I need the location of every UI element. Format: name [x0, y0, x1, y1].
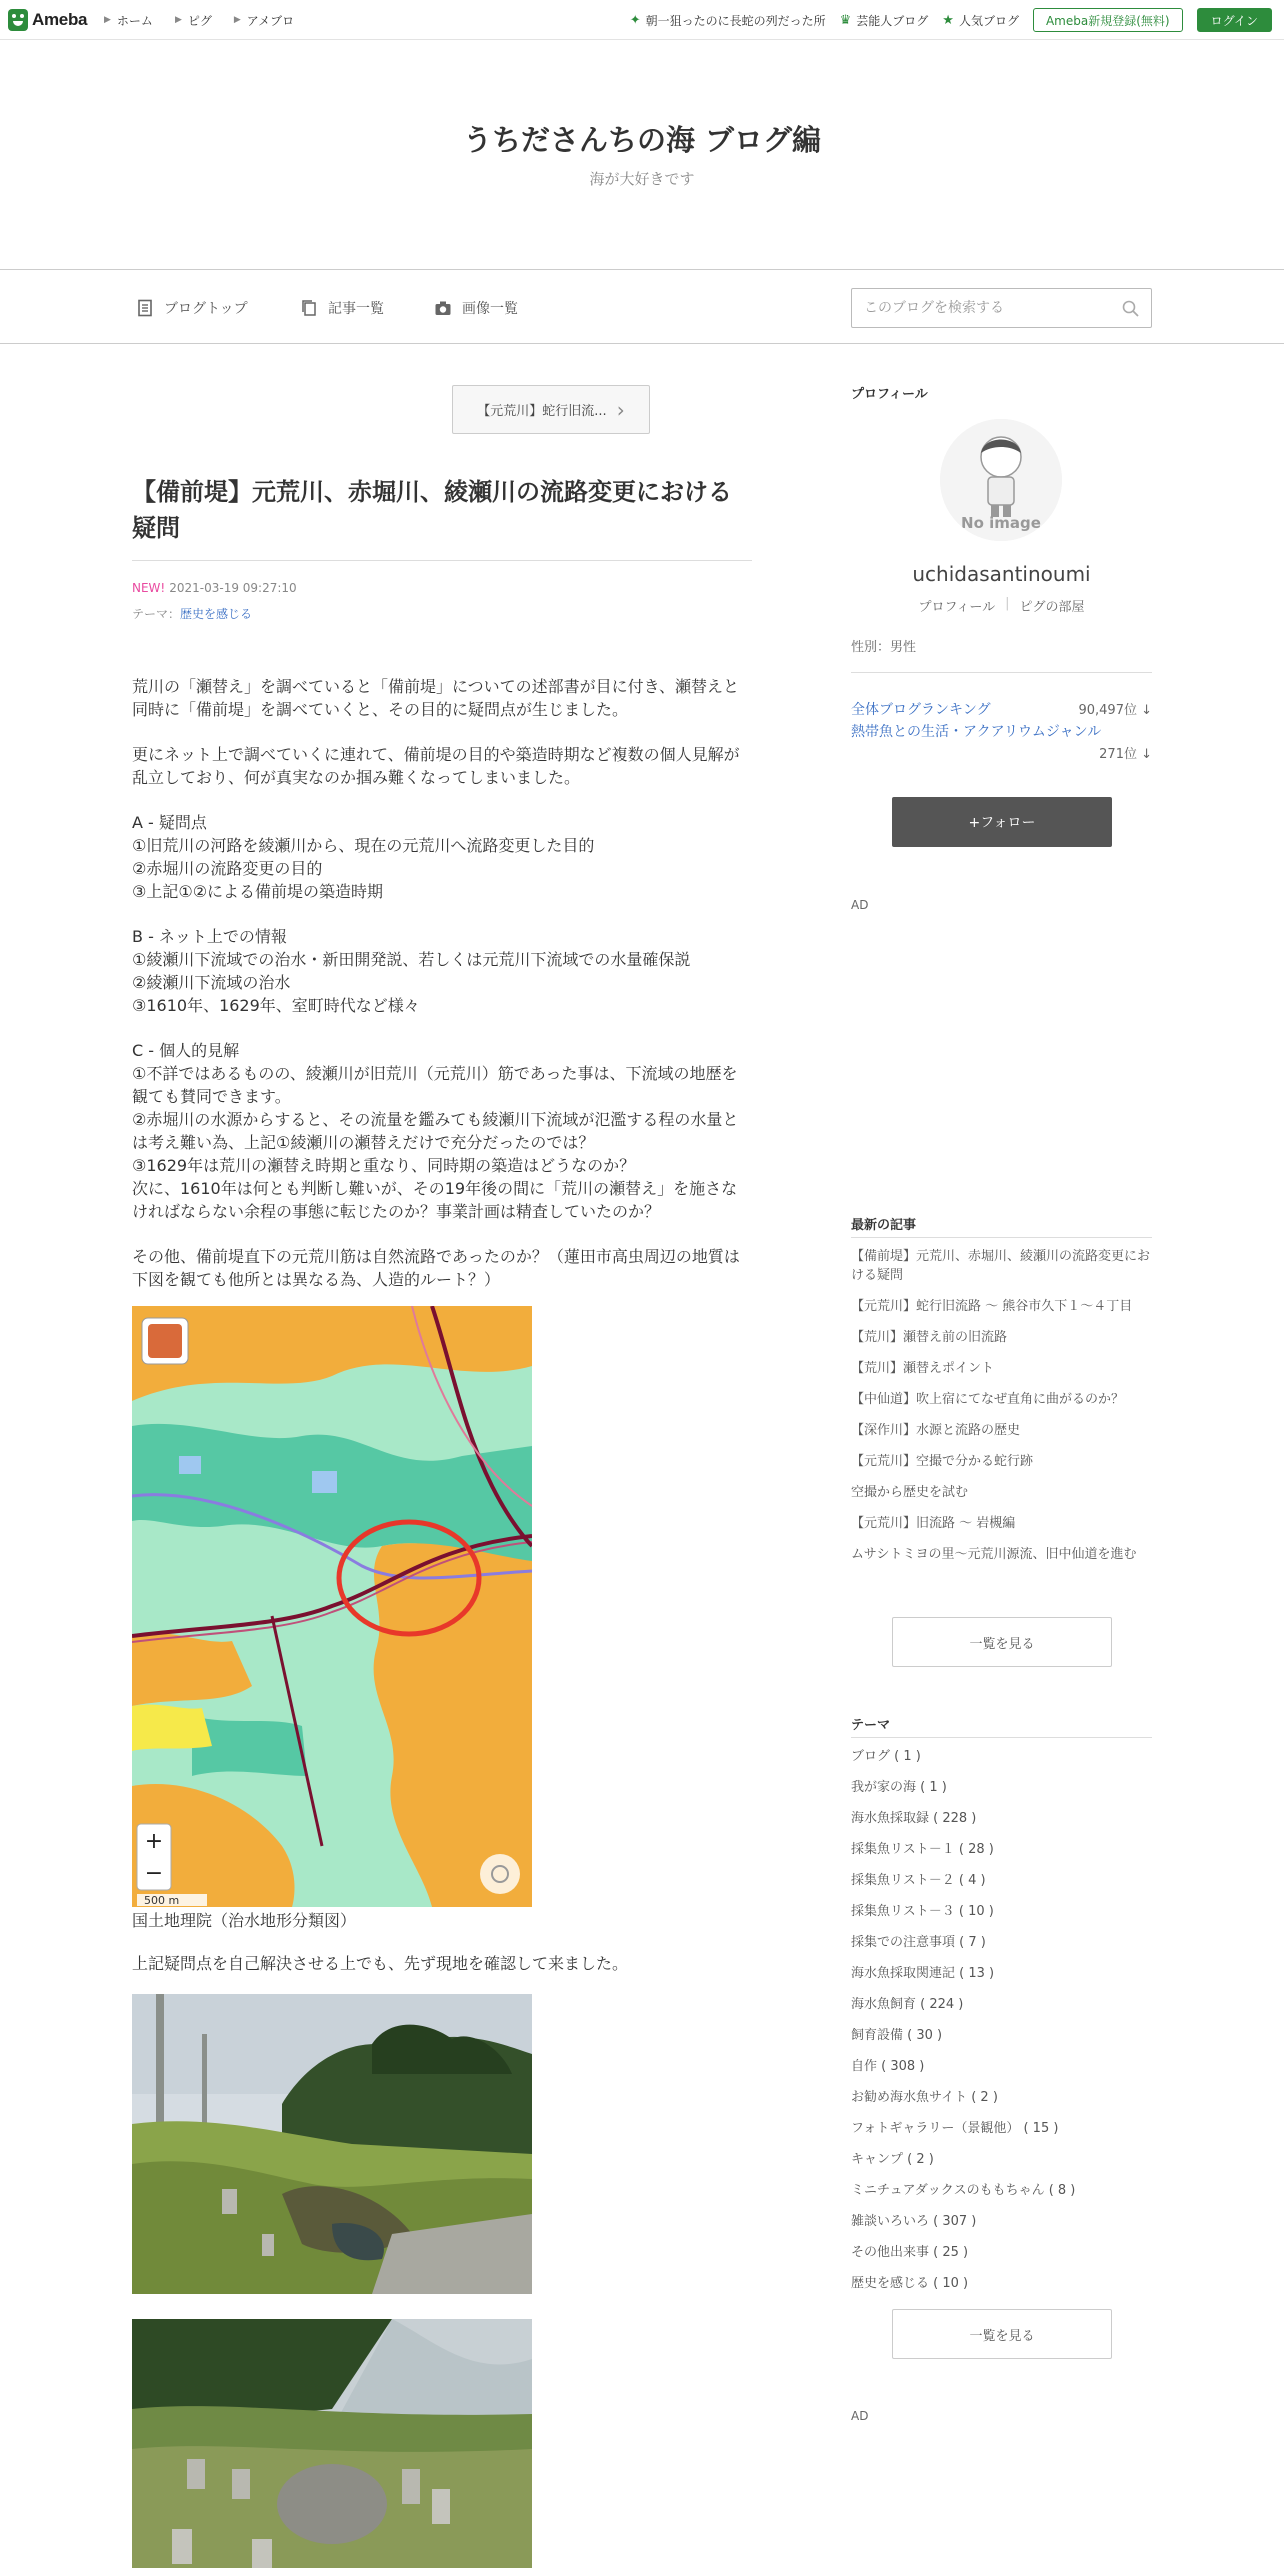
- recent-heading: 最新の記事: [851, 1218, 917, 1233]
- theme-item[interactable]: 海水魚飼育 ( 224 ): [851, 1997, 964, 2012]
- nav-ameblo-label: アメブロ: [246, 13, 295, 28]
- recent-item[interactable]: 【荒川】瀬替え前の旧流路: [851, 1330, 1008, 1345]
- paragraph: [132, 743, 752, 789]
- popular-blog-label: 人気ブログ: [958, 13, 1019, 28]
- follow-button[interactable]: +フォロー: [892, 797, 1112, 847]
- chevron-right-icon: ▶: [174, 15, 182, 25]
- popular-blog-link[interactable]: [942, 12, 1019, 29]
- chevron-right-icon: ▶: [104, 15, 111, 25]
- theme-item[interactable]: 採集での注意事項 ( 7 ): [851, 1935, 986, 1950]
- theme-item[interactable]: ブログ ( 1 ): [851, 1749, 921, 1764]
- chevron-right-icon: ›: [616, 397, 625, 422]
- ranking-row: [851, 721, 1152, 741]
- recent-item[interactable]: 空撮から歴史を試む: [851, 1485, 969, 1500]
- text-line: A - 疑問点: [132, 813, 207, 832]
- recent-item[interactable]: 【元荒川】空撮で分かる蛇行跡: [851, 1454, 1034, 1469]
- celeb-blog-label: 芸能人ブログ: [856, 13, 929, 28]
- text-line: 次に、1610年は何とも判断し難いが、その19年後の間に「荒川の瀬替え」を施さなければならない余程の事態に転じたのか？事業計画は精査していたのか？: [132, 1179, 738, 1221]
- ranking-name-link[interactable]: 全体ブログランキング: [851, 702, 991, 718]
- text-line: 荒川の「瀬替え」を調べていると「備前堤」についての述部書が目に付き、瀬替えと同時に「備前堤」を調べていくと、その目的に疑問点が生じました。: [132, 677, 740, 719]
- menu-entry-list[interactable]: [300, 270, 384, 345]
- text-line: その他、備前堤直下の元荒川筋は自然流路であったのか？（蓮田市高虫周辺の地質は下図を観ても他所とは異なる為、人造的ルート？）: [132, 1247, 740, 1289]
- theme-item[interactable]: 我が家の海 ( 1 ): [851, 1780, 947, 1795]
- ameba-logo-icon: [8, 9, 28, 31]
- text-line: ①不詳ではあるものの、綾瀬川が旧荒川（元荒川）筋であった事は、下流域の地歴を観ても賛同できます。: [132, 1064, 738, 1106]
- stone-marker-photo: [132, 2319, 532, 2568]
- nav-ameblo[interactable]: [234, 12, 294, 29]
- text-line: ②綾瀬川下流域の治水: [132, 973, 291, 992]
- blog-title[interactable]: うちださんちの海 ブログ編: [462, 123, 822, 157]
- theme-item[interactable]: キャンプ ( 2 ): [851, 2152, 934, 2167]
- document-icon: [136, 299, 154, 317]
- theme-item[interactable]: 採集魚リスト－１ ( 28 ): [851, 1842, 994, 1857]
- theme-item[interactable]: 自作 ( 308 ): [851, 2059, 925, 2074]
- ad-label: AD: [851, 898, 869, 912]
- new-badge: NEW!: [132, 581, 166, 595]
- recent-item[interactable]: 【元荒川】蛇行旧流路 〜 熊谷市久下１〜４丁目: [851, 1299, 1133, 1314]
- map-caption: 国土地理院（治水地形分類図）: [132, 1911, 357, 1930]
- divider: [851, 1737, 1152, 1738]
- text-line: ③1629年は荒川の瀬替え時期と重なり、同時期の築造はどうなのか？: [132, 1156, 636, 1175]
- nav-home-label: ホーム: [116, 13, 153, 28]
- global-nav: [104, 0, 294, 40]
- ranking-value: 90,497位 ↓: [1078, 703, 1152, 718]
- ranking-name-link[interactable]: 熱帯魚との生活・アクアリウムジャンル: [851, 724, 1102, 740]
- nav-pig-label: ピグ: [187, 13, 212, 28]
- register-button[interactable]: Ameba新規登録(無料): [1033, 8, 1183, 32]
- text-line: C - 個人的見解: [132, 1041, 240, 1060]
- theme-item[interactable]: 雑談いろいろ ( 307 ): [851, 2214, 977, 2229]
- profile-link[interactable]: プロフィール: [918, 600, 996, 615]
- blog-subtitle: 海が大好きです: [589, 170, 695, 188]
- recent-item[interactable]: 【中仙道】吹上宿にてなぜ直角に曲がるのか？: [851, 1392, 1125, 1407]
- menu-image-list[interactable]: [434, 270, 518, 345]
- paragraph: [132, 1245, 752, 1291]
- recent-item[interactable]: 【荒川】瀬替えポイント: [851, 1361, 995, 1376]
- ameba-logo[interactable]: [8, 8, 87, 32]
- profile-heading: プロフィール: [851, 387, 928, 402]
- text-line: ②赤堀川の水源からすると、その流量を鑑みても綾瀬川下流域が氾濫する程の水量とは考え難い為、上記①綾瀬川の瀬替えだけで充分だったのでは？: [132, 1110, 739, 1152]
- profile-links: [851, 596, 1152, 615]
- article-body: [132, 675, 752, 1313]
- paragraph: [132, 675, 752, 721]
- menu-image-list-label: 画像一覧: [462, 300, 518, 317]
- nav-pig[interactable]: [175, 12, 212, 29]
- recent-item[interactable]: 【元荒川】旧流路 〜 岩槻編: [851, 1516, 1016, 1531]
- paragraph: [132, 1039, 752, 1223]
- recent-item[interactable]: 【深作川】水源と流路の歴史: [851, 1423, 1021, 1438]
- avatar[interactable]: [940, 419, 1062, 541]
- paragraph: [132, 811, 752, 903]
- paragraph: [132, 925, 752, 1017]
- username[interactable]: uchidasantinoumi: [912, 562, 1091, 586]
- theme-more-button[interactable]: 一覧を見る: [892, 2309, 1112, 2359]
- login-button[interactable]: ログイン: [1197, 8, 1272, 32]
- trend-link[interactable]: [630, 12, 826, 29]
- river-photo: [132, 1994, 532, 2294]
- blog-menu-bar: [0, 269, 1284, 344]
- nav-home[interactable]: [104, 12, 153, 29]
- camera-icon: [434, 299, 452, 317]
- ranking-row: [851, 699, 1152, 719]
- blog-search: [851, 288, 1152, 328]
- recent-item[interactable]: ムサシトミヨの里〜元荒川源流、旧中仙道を進む: [851, 1547, 1137, 1562]
- article-date: 2021-03-19 09:27:10: [169, 581, 297, 595]
- ranking-row: [851, 743, 1152, 762]
- article-title[interactable]: 【備前堤】元荒川、赤堀川、綾瀬川の流路変更における疑問: [132, 478, 732, 542]
- theme-heading: テーマ: [851, 1718, 891, 1733]
- theme-item[interactable]: フォトギャラリー（景観他） ( 15 ): [851, 2121, 1059, 2136]
- theme-item[interactable]: 採集魚リスト－３ ( 10 ): [851, 1904, 994, 1919]
- text-line: ③上記①②による備前堤の築造時期: [132, 882, 384, 901]
- search-icon[interactable]: [1122, 300, 1139, 317]
- prev-article-label: 【元荒川】蛇行旧流...: [477, 404, 607, 419]
- divider: [851, 672, 1152, 673]
- gender: 性別：男性: [851, 640, 917, 655]
- text-line: ③1610年、1629年、室町時代など様々: [132, 996, 420, 1015]
- text-line: ①綾瀬川下流域での治水・新田開発説、若しくは元荒川下流域での水量確保説: [132, 950, 691, 969]
- separator: |: [1005, 596, 1010, 611]
- text-line: ②赤堀川の流路変更の目的: [132, 859, 323, 878]
- menu-blog-top-label: ブログトップ: [164, 300, 248, 317]
- divider: [132, 560, 752, 561]
- theme-list: [851, 1743, 1152, 2305]
- global-header: [0, 0, 1284, 40]
- svg-text:+: +: [144, 1829, 164, 1854]
- site-photo-2[interactable]: [132, 2319, 532, 2568]
- theme-item[interactable]: ミニチュアダックスのももちゃん ( 8 ): [851, 2183, 1076, 2198]
- text-line: ①旧荒川の河路を綾瀬川から、現在の元荒川へ流路変更した目的: [132, 836, 595, 855]
- article-theme: [132, 605, 252, 622]
- theme-item[interactable]: その他出来事 ( 25 ): [851, 2245, 969, 2260]
- paragraph: 上記疑問点を自己解決させる上でも、先ず現地を確認して来ました。: [132, 1954, 629, 1973]
- theme-item[interactable]: 飼育設備 ( 30 ): [851, 2028, 943, 2043]
- text-line: B - ネット上での情報: [132, 927, 287, 946]
- terrain-map-image[interactable]: [132, 1306, 532, 1907]
- trend-link-label: 朝一狙ったのに長蛇の列だった所: [645, 13, 826, 28]
- theme-item[interactable]: 歴史を感じる ( 10 ): [851, 2276, 969, 2291]
- celeb-blog-link[interactable]: [840, 12, 929, 29]
- sparkle-icon: ✦: [629, 12, 641, 28]
- crown-icon: ♛: [839, 12, 852, 28]
- ameba-logo-text: Ameba: [32, 10, 88, 29]
- prev-article-link[interactable]: [452, 385, 650, 434]
- recent-list: [851, 1237, 1152, 1576]
- global-right: [630, 0, 1272, 40]
- theme-label: テーマ：: [132, 607, 181, 621]
- no-image-label: No image: [961, 514, 1041, 532]
- star-icon: ★: [942, 12, 954, 28]
- theme-item[interactable]: 海水魚採取録 ( 228 ): [851, 1811, 977, 1826]
- site-photo-1[interactable]: [132, 1994, 532, 2294]
- theme-link[interactable]: 歴史を感じる: [180, 607, 253, 621]
- recent-more-button[interactable]: 一覧を見る: [892, 1617, 1112, 1667]
- menu-blog-top[interactable]: [136, 270, 248, 345]
- blog-search-input[interactable]: [852, 289, 1102, 327]
- svg-text:−: −: [144, 1861, 164, 1886]
- no-image-avatar-icon: [940, 419, 1062, 541]
- menu-entry-list-label: 記事一覧: [328, 300, 384, 317]
- ranking-value: 271位 ↓: [1099, 747, 1152, 762]
- chevron-right-icon: ▶: [233, 15, 241, 25]
- ad-label: AD: [851, 2409, 869, 2423]
- terrain-map: [132, 1306, 532, 1907]
- theme-item[interactable]: 採集魚リスト－２ ( 4 ): [851, 1873, 986, 1888]
- article-meta: [132, 581, 297, 595]
- theme-item[interactable]: お勧め海水魚サイト ( 2 ): [851, 2090, 998, 2105]
- theme-item[interactable]: 海水魚採取関連記 ( 13 ): [851, 1966, 995, 1981]
- copy-icon: [300, 299, 318, 317]
- pig-room-link[interactable]: ピグの部屋: [1019, 600, 1085, 615]
- map-scale-label: 500 m: [144, 1894, 180, 1907]
- recent-item[interactable]: 【備前堤】元荒川、赤堀川、綾瀬川の流路変更における疑問: [851, 1249, 1151, 1283]
- text-line: 更にネット上で調べていくに連れて、備前堤の目的や築造時期など複数の個人見解が乱立しており、何が真実なのか掴み難くなってしまいました。: [132, 745, 740, 787]
